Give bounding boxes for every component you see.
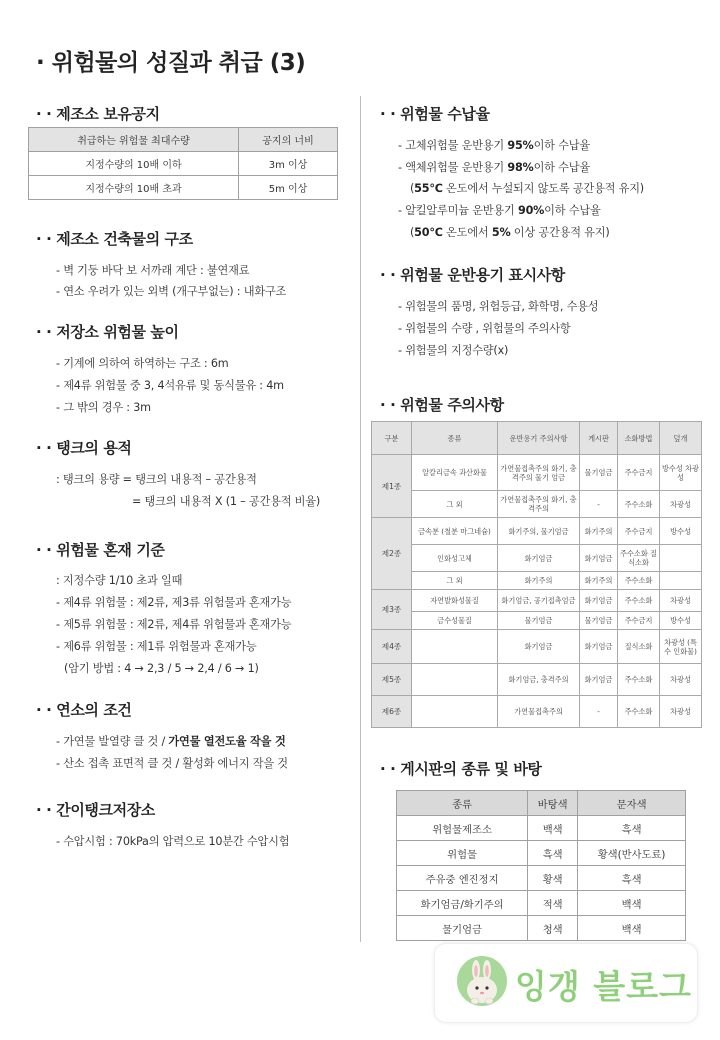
table-header: 운반용기 주의사항 bbox=[498, 422, 580, 455]
table-cell: 물기엄금 bbox=[397, 916, 528, 941]
blog-logo bbox=[434, 943, 698, 1023]
table-cell: 방수성 bbox=[660, 612, 702, 630]
list-item-emphasis: 5% bbox=[491, 226, 511, 239]
table-cell: 흑색 bbox=[528, 841, 578, 866]
list-item bbox=[398, 202, 601, 218]
list-item: - 제4류 위험물 : 제2류, 제3류 위험물과 혼재가능 bbox=[56, 596, 292, 609]
table-cell: 주수소화 bbox=[618, 572, 660, 590]
table-row bbox=[372, 630, 702, 664]
table-group-cell: 제3종 bbox=[372, 590, 412, 630]
table-cell: 주수소화 bbox=[618, 696, 660, 728]
table-cell: 차광성 bbox=[660, 664, 702, 696]
section-heading-container-labels: · · 위험물 운반용기 표시사항 bbox=[380, 266, 565, 284]
section-heading-combustion: · · 연소의 조건 bbox=[36, 701, 132, 719]
list-item-text: 온도에서 누설되지 않도록 공간용적 유지) bbox=[442, 182, 644, 195]
clearance-table bbox=[28, 127, 338, 200]
table-cell: 자연발화성물질 bbox=[412, 590, 498, 612]
table-header: 소화방법 bbox=[618, 422, 660, 455]
table-cell: 방수성 차광성 bbox=[660, 455, 702, 491]
table-row bbox=[397, 866, 686, 891]
list-item-text: ( bbox=[410, 182, 415, 195]
table-cell: 화기엄금 bbox=[580, 590, 618, 612]
table-group-cell: 제6종 bbox=[372, 696, 412, 728]
table-header: 공지의 너비 bbox=[239, 128, 338, 152]
table-cell: 화기엄금, 공기접촉엄금 bbox=[498, 590, 580, 612]
table-cell: 화기엄금 bbox=[580, 630, 618, 664]
list-item-text: 이하 수납율 bbox=[533, 161, 590, 174]
list-item: - 연소 우려가 있는 외벽 (개구부없는) : 내화구조 bbox=[56, 285, 287, 298]
list-item-text: 이하 수납율 bbox=[533, 139, 590, 152]
table-cell: 주수소화 bbox=[618, 590, 660, 612]
table-cell: 가연물접촉주의 화기, 충격주의 물기 엄금 bbox=[498, 455, 580, 491]
section-heading-structure: · · 제조소 건축물의 구조 bbox=[36, 230, 193, 248]
list-item-emphasis: 95% bbox=[507, 139, 534, 152]
table-cell bbox=[412, 664, 498, 696]
table-cell: 백색 bbox=[578, 891, 686, 916]
list-item bbox=[410, 180, 644, 196]
section-heading-fill-ratio: · · 위험물 수납율 bbox=[380, 105, 490, 123]
table-row bbox=[372, 590, 702, 612]
list-item: - 위험물의 지정수량(x) bbox=[398, 344, 509, 357]
table-row bbox=[372, 612, 702, 630]
table-row bbox=[29, 152, 338, 176]
table-group-cell: 제4종 bbox=[372, 630, 412, 664]
list-item: - 제4류 위험물 중 3, 4석유류 및 동식물유 : 4m bbox=[56, 379, 284, 392]
table-cell: 청색 bbox=[528, 916, 578, 941]
table-cell bbox=[660, 545, 702, 572]
table-cell: 주유중 엔진정지 bbox=[397, 866, 528, 891]
table-cell: 주수소화 bbox=[618, 491, 660, 518]
table-cell bbox=[412, 630, 498, 664]
table-cell: 물기엄금 bbox=[580, 612, 618, 630]
table-cell: 5m 이상 bbox=[239, 176, 338, 200]
table-header: 문자색 bbox=[578, 791, 686, 816]
table-cell: 화기주의 bbox=[498, 572, 580, 590]
table-row bbox=[372, 455, 702, 491]
list-item bbox=[398, 137, 590, 153]
list-item: - 그 밖의 경우 : 3m bbox=[56, 401, 151, 414]
table-row bbox=[372, 696, 702, 728]
table-cell: 적색 bbox=[528, 891, 578, 916]
table-cell: 가연물접촉주의 화기, 충격주의 bbox=[498, 491, 580, 518]
table-cell: 화기주의, 물기엄금 bbox=[498, 518, 580, 545]
table-row bbox=[372, 545, 702, 572]
list-item-emphasis: 98% bbox=[507, 161, 534, 174]
signboard-table bbox=[396, 790, 686, 941]
list-item-emphasis: 90% bbox=[517, 204, 545, 217]
table-row bbox=[372, 572, 702, 590]
rabbit-avatar-icon bbox=[457, 956, 507, 1006]
table-row bbox=[397, 841, 686, 866]
list-item: - 제6류 위험물 : 제1류 위험물과 혼재가능 bbox=[56, 640, 257, 653]
list-item-text: 온도에서 bbox=[442, 226, 492, 239]
table-cell: 위험물제조소 bbox=[397, 816, 528, 841]
table-cell: 화기엄금 bbox=[498, 630, 580, 664]
table-cell bbox=[660, 572, 702, 590]
table-header: 취급하는 위험물 최대수량 bbox=[29, 128, 239, 152]
list-item-emphasis: 가연물 열전도율 작을 것 bbox=[168, 735, 286, 748]
table-group-cell: 제1종 bbox=[372, 455, 412, 518]
list-item bbox=[398, 159, 590, 175]
table-cell: - bbox=[580, 696, 618, 728]
table-cell: 차광성 bbox=[660, 491, 702, 518]
table-cell: 3m 이상 bbox=[239, 152, 338, 176]
table-cell: 지정수량의 10배 이하 bbox=[29, 152, 239, 176]
table-group-cell: 제2종 bbox=[372, 518, 412, 590]
table-cell: 화기엄금, 충격주의 bbox=[498, 664, 580, 696]
table-cell: 화기엄금 bbox=[580, 545, 618, 572]
table-row bbox=[372, 518, 702, 545]
list-item-emphasis: 55℃ bbox=[414, 182, 443, 195]
table-row bbox=[397, 916, 686, 941]
list-item: - 수압시험 : 70kPa의 압력으로 10분간 수압시험 bbox=[56, 835, 290, 848]
list-item: : 탱크의 용량 = 탱크의 내용적 – 공간용적 bbox=[56, 473, 257, 486]
table-cell: 그 외 bbox=[412, 572, 498, 590]
column-divider bbox=[360, 96, 361, 942]
table-cell: 화기엄금 bbox=[498, 545, 580, 572]
list-item-text: - 알킬알루미늄 운반용기 bbox=[398, 204, 518, 217]
table-cell: - bbox=[580, 491, 618, 518]
table-cell: 그 외 bbox=[412, 491, 498, 518]
table-cell: 가연물접촉주의 bbox=[498, 696, 580, 728]
list-item bbox=[410, 224, 610, 240]
list-item-emphasis: 50℃ bbox=[414, 226, 443, 239]
table-cell: 지정수량의 10배 초과 bbox=[29, 176, 239, 200]
table-row bbox=[397, 891, 686, 916]
table-cell: 주수소화 질식소화 bbox=[618, 545, 660, 572]
cautions-table bbox=[371, 421, 702, 728]
table-cell: 인화성고체 bbox=[412, 545, 498, 572]
table-row bbox=[397, 816, 686, 841]
table-cell: 물기엄금 bbox=[580, 455, 618, 491]
table-cell: 화기주의 bbox=[580, 572, 618, 590]
table-header: 바탕색 bbox=[528, 791, 578, 816]
list-item: - 위험물의 수량 , 위험물의 주의사항 bbox=[398, 322, 571, 335]
blog-logo-text: 잉갱 블로그 bbox=[515, 967, 692, 1006]
table-cell: 금속분 (철분 마그네슘) bbox=[412, 518, 498, 545]
list-item-text: - 고체위험물 운반용기 bbox=[398, 139, 508, 152]
list-item-text: - 액체위험물 운반용기 bbox=[398, 161, 508, 174]
table-header: 종류 bbox=[397, 791, 528, 816]
list-item: - 위험물의 품명, 위험등급, 화학명, 수용성 bbox=[398, 300, 599, 313]
list-item: (암기 방법 : 4 → 2,3 / 5 → 2,4 / 6 → 1) bbox=[64, 662, 259, 675]
table-group-cell: 제5종 bbox=[372, 664, 412, 696]
section-heading-mixing: · · 위험물 혼재 기준 bbox=[36, 541, 165, 559]
table-cell: 흑색 bbox=[578, 816, 686, 841]
section-heading-signboards: · · 게시판의 종류 및 바탕 bbox=[380, 760, 542, 778]
list-item: - 산소 접촉 표면적 클 것 / 활성화 에너지 작을 것 bbox=[56, 757, 288, 770]
table-cell: 주수금지 bbox=[618, 455, 660, 491]
list-item-text: - 가연물 발열량 클 것 / bbox=[56, 735, 169, 748]
table-cell: 화기주의 bbox=[580, 518, 618, 545]
list-item-text: 이하 수납율 bbox=[544, 204, 601, 217]
table-cell: 차광성 bbox=[660, 590, 702, 612]
list-item: : 지정수량 1/10 초과 일때 bbox=[56, 574, 183, 587]
table-cell: 차광성 (특수 인화물) bbox=[660, 630, 702, 664]
table-cell: 물기엄금 bbox=[498, 612, 580, 630]
table-header: 구분 bbox=[372, 422, 412, 455]
table-cell: 흑색 bbox=[578, 866, 686, 891]
section-heading-tank-volume: · · 탱크의 용적 bbox=[36, 439, 132, 457]
table-row bbox=[372, 491, 702, 518]
section-heading-clearance: · · 제조소 보유공지 bbox=[36, 105, 160, 123]
list-item: - 제5류 위험물 : 제2류, 제4류 위험물과 혼재가능 bbox=[56, 618, 292, 631]
list-item-text: 이상 공간용적 유지) bbox=[510, 226, 610, 239]
section-heading-simple-tank: · · 간이탱크저장소 bbox=[36, 801, 155, 819]
table-cell: 황색(반사도료) bbox=[578, 841, 686, 866]
list-item bbox=[56, 733, 286, 749]
section-heading-storage-height: · · 저장소 위험물 높이 bbox=[36, 323, 179, 341]
list-item-text: ( bbox=[410, 226, 415, 239]
table-cell: 금수성물질 bbox=[412, 612, 498, 630]
table-row bbox=[29, 176, 338, 200]
table-header: 덮개 bbox=[660, 422, 702, 455]
table-row bbox=[372, 664, 702, 696]
list-item: = 탱크의 내용적 X (1 – 공간용적 비율) bbox=[132, 495, 321, 508]
table-cell: 주수소화 bbox=[618, 664, 660, 696]
table-cell: 알칼리금속 과산화물 bbox=[412, 455, 498, 491]
table-cell: 화기엄금/화기주의 bbox=[397, 891, 528, 916]
table-header: 종류 bbox=[412, 422, 498, 455]
table-cell: 질식소화 bbox=[618, 630, 660, 664]
table-cell: 백색 bbox=[578, 916, 686, 941]
table-cell: 위험물 bbox=[397, 841, 528, 866]
table-cell: 주수금지 bbox=[618, 612, 660, 630]
table-header: 게시판 bbox=[580, 422, 618, 455]
list-item: - 벽 기둥 바닥 보 서까래 계단 : 불연재료 bbox=[56, 264, 250, 277]
list-item: - 기계에 의하여 하역하는 구조 : 6m bbox=[56, 357, 229, 370]
table-cell: 차광성 bbox=[660, 696, 702, 728]
table-cell: 주수금지 bbox=[618, 518, 660, 545]
table-cell: 황색 bbox=[528, 866, 578, 891]
table-cell: 화기엄금 bbox=[580, 664, 618, 696]
table-cell: 방수성 bbox=[660, 518, 702, 545]
page-title: · 위험물의 성질과 취급 (3) bbox=[36, 50, 306, 76]
table-cell bbox=[412, 696, 498, 728]
section-heading-cautions: · · 위험물 주의사항 bbox=[380, 396, 504, 414]
table-cell: 백색 bbox=[528, 816, 578, 841]
